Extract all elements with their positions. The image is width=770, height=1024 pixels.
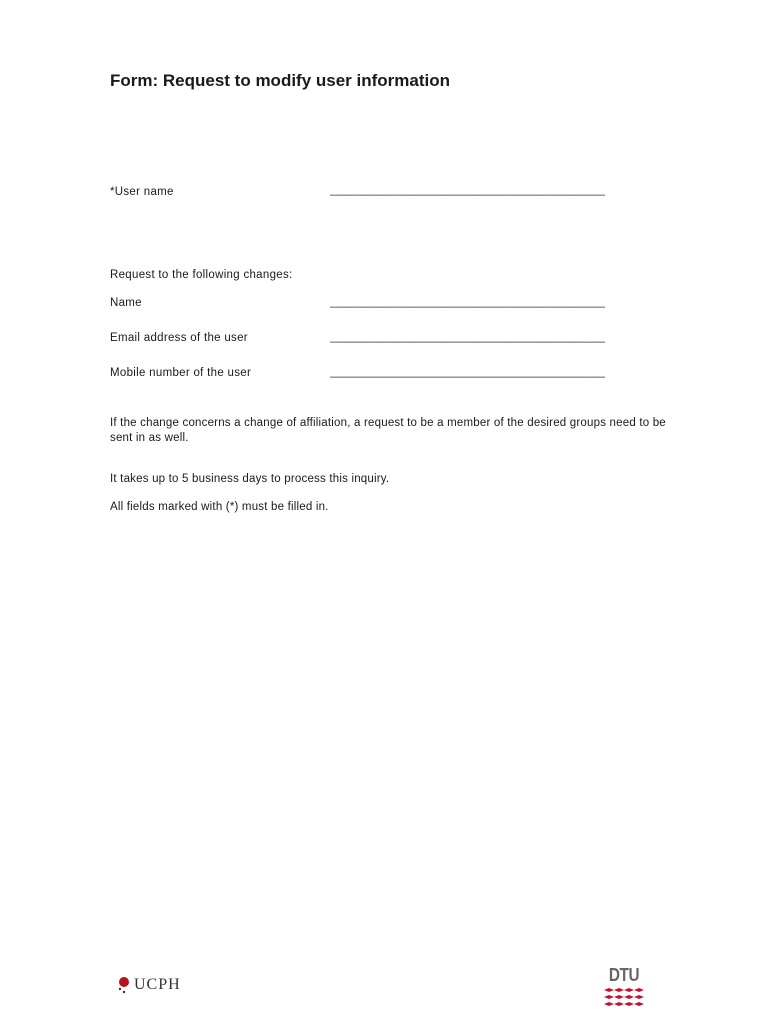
page-title: Form: Request to modify user information xyxy=(110,71,451,90)
affiliation-note: If the change concerns a change of affiliation, a request to be a member of the desired groups need to be sent in as well. xyxy=(110,417,666,444)
mobile-label: Mobile number of the user xyxy=(110,367,252,379)
email-blank-field[interactable]: ___________________________________________ xyxy=(330,331,606,343)
ucph-seal-icon xyxy=(117,975,131,995)
ucph-logo xyxy=(117,975,181,995)
ucph-logo-text: UCPH xyxy=(134,976,181,993)
required-fields-note: All fields marked with (*) must be filled in. xyxy=(110,501,329,513)
username-label: *User name xyxy=(110,186,174,198)
dtu-wave-icon xyxy=(603,987,645,1011)
dtu-logo-text: DTU xyxy=(608,965,640,985)
name-blank-field[interactable]: ___________________________________________ xyxy=(330,296,606,308)
email-label: Email address of the user xyxy=(110,332,248,344)
mobile-blank-field[interactable]: ___________________________________________ xyxy=(330,366,606,378)
dtu-logo xyxy=(603,965,645,1013)
name-label: Name xyxy=(110,297,142,309)
changes-intro: Request to the following changes: xyxy=(110,269,293,281)
processing-note: It takes up to 5 business days to process this inquiry. xyxy=(110,473,390,485)
username-blank-field[interactable]: ___________________________________________ xyxy=(330,184,606,196)
